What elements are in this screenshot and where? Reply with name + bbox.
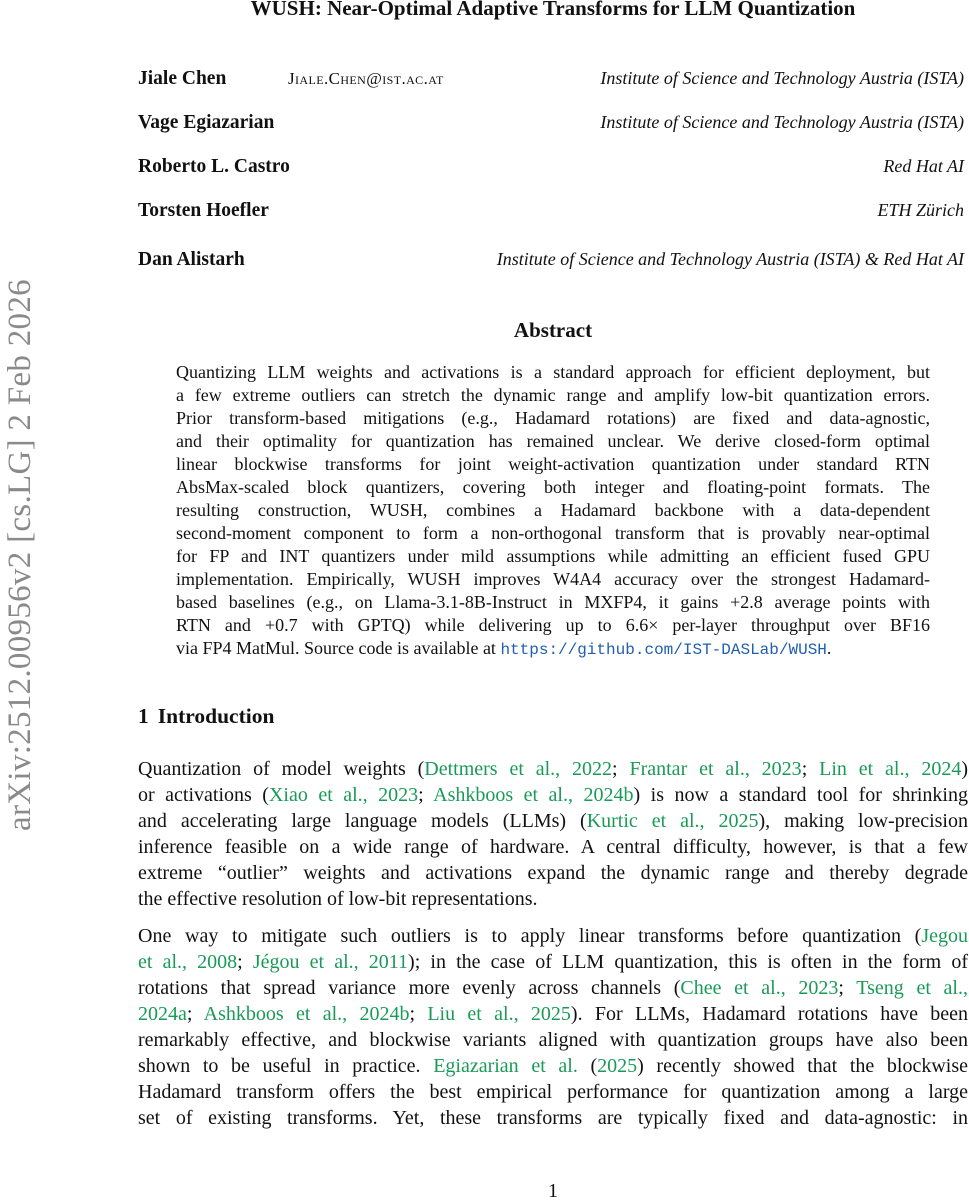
citation-link[interactable]: Xiao et al., 2023 — [268, 784, 419, 806]
text-line — [176, 430, 930, 453]
text: ( — [577, 1055, 598, 1077]
citation-link[interactable]: Egiazarian et al. — [433, 1055, 578, 1077]
abstract-heading: Abstract — [513, 318, 593, 342]
text: resulting construction, WUSH, combines a Hadamard backbone with a data-dependent — [176, 500, 930, 520]
citation-link[interactable]: Ashkboos et al., 2024b — [203, 1003, 410, 1025]
author-name: Torsten Hoefler — [138, 200, 269, 221]
text-line — [176, 614, 930, 637]
author-affiliation: ETH Zürich — [877, 200, 964, 220]
text: ); in the case of LLM quantization, this is often in the form of — [408, 951, 968, 973]
citation-link[interactable]: et al., 2008 — [138, 951, 238, 973]
text: ; — [801, 758, 820, 780]
text: shown to be useful in practice. — [138, 1055, 434, 1077]
citation-link[interactable]: Liu et al., 2025 — [427, 1003, 571, 1025]
section-heading — [138, 704, 274, 729]
text: or activations ( — [138, 784, 269, 806]
author-row — [138, 112, 964, 138]
source-code-link[interactable]: https://github.com/IST-DASLab/WUSH — [500, 641, 827, 659]
text-line — [176, 568, 930, 591]
text: remarkably effective, and blockwise variants aligned with quantization groups have also been — [138, 1029, 968, 1051]
text: based baselines (e.g., on Llama-3.1-8B-Instruct in MXFP4, it gains +2.8 average points with — [176, 592, 930, 612]
text-line — [138, 860, 968, 886]
text: a few extreme outliers can stretch the dynamic range and amplify low-bit quantization errors. — [176, 385, 930, 405]
text: ) — [961, 758, 969, 780]
text: ; — [418, 784, 434, 806]
text-line — [138, 1105, 968, 1131]
text-line — [138, 756, 968, 782]
text: linear blockwise transforms for joint weight-activation quantization under standard RTN — [176, 454, 930, 474]
text-line — [176, 384, 930, 407]
paragraph — [138, 923, 968, 1131]
citation-link[interactable]: Tseng et al., — [856, 977, 968, 999]
citation-link[interactable]: Kurtic et al., 2025 — [586, 810, 759, 832]
text-line — [138, 1079, 968, 1105]
text-line — [138, 1001, 968, 1027]
text-line — [176, 637, 930, 660]
author-name: Vage Egiazarian — [138, 112, 275, 133]
citation-link[interactable]: Ashkboos et al., 2024b — [433, 784, 634, 806]
text-line — [138, 808, 968, 834]
author-row — [138, 249, 964, 275]
author-name: Jiale Chen — [138, 68, 227, 89]
text-line — [176, 453, 930, 476]
author-affiliation: Institute of Science and Technology Austria (ISTA) — [600, 112, 964, 132]
text: Prior transform-based mitigations (e.g., Hadamard rotations) are fixed and data-agnostic, — [176, 408, 930, 428]
text: ; — [186, 1003, 204, 1025]
text: the effective resolution of low-bit representations. — [138, 888, 538, 910]
section-title: Introduction — [157, 704, 275, 728]
text-line — [138, 886, 968, 912]
text: ; — [237, 951, 253, 973]
text-line — [176, 545, 930, 568]
page-number: 1 — [548, 1180, 558, 1202]
author-row — [138, 68, 964, 94]
paper-title: WUSH: Near-Optimal Adaptive Transforms for LLM Quantization — [250, 0, 856, 20]
text: ), making low-precision — [758, 810, 968, 832]
author-affiliation: Institute of Science and Technology Austria (ISTA) & Red Hat AI — [496, 249, 964, 269]
citation-link[interactable]: Dettmers et al., 2022 — [424, 758, 613, 780]
author-email[interactable]: Jiale.Chen@ist.ac.at — [288, 69, 444, 88]
text-line — [176, 361, 930, 384]
text: and accelerating large language models (LLMs) ( — [138, 810, 587, 832]
citation-link[interactable]: Lin et al., 2024 — [819, 758, 962, 780]
text: RTN and +0.7 with GPTQ) while delivering up to 6.6× per-layer throughput over BF16 — [176, 615, 930, 635]
text-line — [138, 834, 968, 860]
text: second-moment component to form a non-orthogonal transform that is provably near-optimal — [176, 523, 930, 543]
text: ; — [409, 1003, 428, 1025]
citation-link[interactable]: Chee et al., 2023 — [680, 977, 839, 999]
text-line — [138, 949, 968, 975]
text: rotations that spread variance more evenly across channels ( — [138, 977, 681, 999]
text: Hadamard transform offers the best empirical performance for quantization among a large — [138, 1081, 968, 1103]
author-name: Dan Alistarh — [138, 249, 245, 270]
text: via FP4 MatMul. Source code is available at — [176, 638, 501, 658]
text: for FP and INT quantizers under mild assumptions while admitting an efficient fused GPU — [176, 546, 930, 566]
text: extreme “outlier” weights and activations expand the dynamic range and thereby degrade — [138, 862, 968, 884]
text-line — [138, 923, 968, 949]
text-line — [176, 407, 930, 430]
text: AbsMax-scaled block quantizers, covering both integer and floating-point formats. The — [176, 477, 930, 497]
author-affiliation: Red Hat AI — [883, 156, 964, 176]
author-affiliation: Institute of Science and Technology Austria (ISTA) — [600, 68, 964, 88]
paragraph — [138, 756, 968, 912]
text: Quantizing LLM weights and activations is a standard approach for efficient deployment, but — [176, 362, 930, 382]
text: ). For LLMs, Hadamard rotations have been — [570, 1003, 969, 1025]
abstract-body — [176, 361, 930, 660]
text: ) recently showed that the blockwise — [637, 1055, 968, 1077]
text: implementation. Empirically, WUSH improves W4A4 accuracy over the strongest Hadamard- — [176, 569, 930, 589]
text: One way to mitigate such outliers is to apply linear transforms before quantization ( — [138, 925, 922, 947]
text: ) is now a standard tool for shrinking — [633, 784, 968, 806]
author-row — [138, 200, 964, 226]
text-line — [138, 975, 968, 1001]
text: ; — [838, 977, 857, 999]
text: inference feasible on a wide range of hardware. A central difficulty, however, is that a few — [138, 836, 968, 858]
text: . — [826, 638, 832, 658]
text-line — [138, 1053, 968, 1079]
citation-link[interactable]: Jégou et al., 2011 — [252, 951, 409, 973]
author-name: Roberto L. Castro — [138, 156, 290, 177]
text-line — [138, 1027, 968, 1053]
arxiv-stamp: arXiv:2512.00956v2 [cs.LG] 2 Feb 2026 — [2, 279, 38, 831]
text-line — [176, 499, 930, 522]
text: Quantization of model weights ( — [138, 758, 425, 780]
text: ; — [612, 758, 630, 780]
text-line — [138, 782, 968, 808]
author-row — [138, 156, 964, 182]
text-line — [176, 476, 930, 499]
citation-link[interactable]: Frantar et al., 2023 — [629, 758, 802, 780]
text: set of existing transforms. Yet, these transforms are typically fixed and data-agnostic: in — [138, 1107, 968, 1129]
citation-link[interactable]: 2025 — [597, 1055, 638, 1077]
section-number: 1 — [138, 704, 149, 728]
text-line — [176, 522, 930, 545]
citation-link[interactable]: 2024a — [138, 1003, 187, 1025]
citation-link[interactable]: Jegou — [921, 925, 968, 947]
text: and their optimality for quantization has remained unclear. We derive closed-form optimal — [176, 431, 930, 451]
text-line — [176, 591, 930, 614]
